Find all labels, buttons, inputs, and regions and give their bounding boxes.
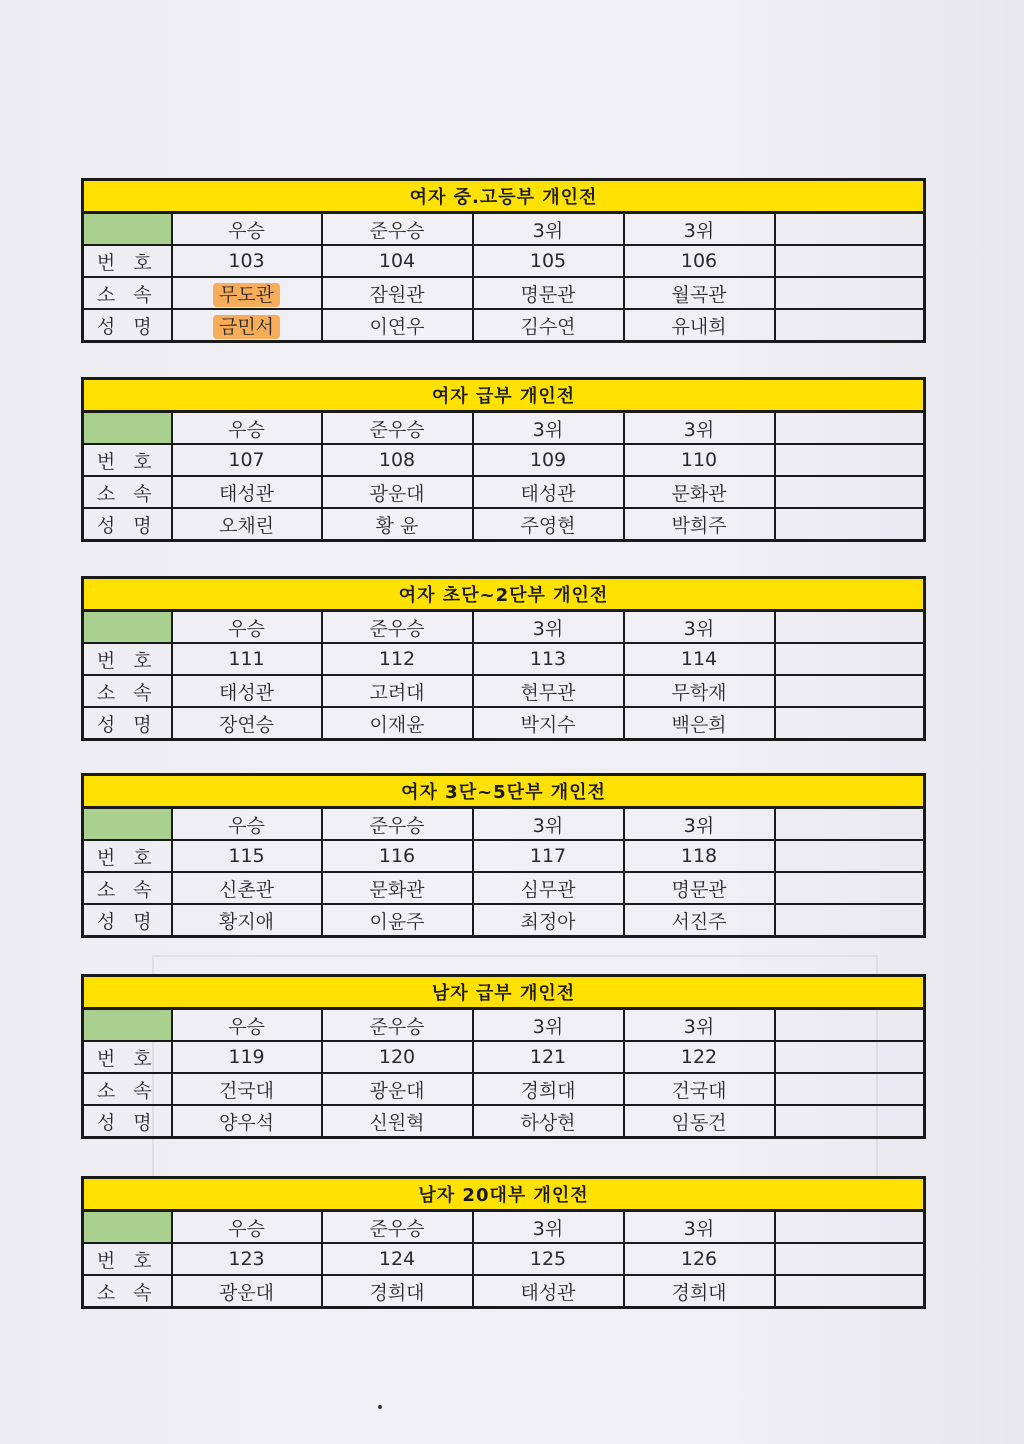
division-title: 남자 20대부 개인전 — [83, 1178, 925, 1211]
rank-header: 우승 — [172, 213, 322, 246]
corner-cell — [83, 412, 172, 445]
number-cell: 110 — [624, 444, 775, 476]
number-cell: 113 — [473, 643, 624, 675]
number-row — [83, 245, 925, 277]
affiliation-cell: 현무관 — [473, 675, 624, 707]
name-cell: 임동건 — [624, 1105, 775, 1138]
rank-header: 3위 — [624, 808, 775, 841]
affiliation-cell: 심무관 — [473, 872, 624, 904]
number-row — [83, 1041, 925, 1073]
number-cell: 125 — [473, 1243, 624, 1275]
number-cell: 122 — [624, 1041, 775, 1073]
empty-cell — [775, 277, 925, 309]
rank-header: 3위 — [624, 1211, 775, 1244]
row-label: 성 명 — [83, 309, 172, 342]
name-cell: 최정아 — [473, 904, 624, 937]
empty-cell — [775, 643, 925, 675]
affiliation-cell: 월곡관 — [624, 277, 775, 309]
division-table — [81, 576, 926, 741]
number-cell: 124 — [322, 1243, 473, 1275]
row-label: 번 호 — [83, 1243, 172, 1275]
row-label: 소 속 — [83, 476, 172, 508]
name-cell: 이재윤 — [322, 707, 473, 740]
number-cell: 118 — [624, 840, 775, 872]
rank-header: 준우승 — [322, 412, 473, 445]
number-cell: 119 — [172, 1041, 322, 1073]
row-label: 소 속 — [83, 277, 172, 309]
affiliation-row — [83, 675, 925, 707]
name-cell: 주영현 — [473, 508, 624, 541]
rank-header-row — [83, 1009, 925, 1042]
name-cell: 황지애 — [172, 904, 322, 937]
division-table — [81, 773, 926, 938]
affiliation-cell: 잠원관 — [322, 277, 473, 309]
row-label: 소 속 — [83, 872, 172, 904]
paper-speck — [378, 1405, 382, 1409]
name-cell: 장연승 — [172, 707, 322, 740]
name-cell: 유내희 — [624, 309, 775, 342]
number-row — [83, 643, 925, 675]
affiliation-cell: 경희대 — [624, 1275, 775, 1308]
affiliation-cell: 경희대 — [473, 1073, 624, 1105]
number-cell: 104 — [322, 245, 473, 277]
rank-header: 우승 — [172, 1009, 322, 1042]
affiliation-row — [83, 1073, 925, 1105]
corner-cell — [83, 1211, 172, 1244]
number-cell: 107 — [172, 444, 322, 476]
empty-cell — [775, 508, 925, 541]
affiliation-cell: 광운대 — [172, 1275, 322, 1308]
name-cell: 이연우 — [322, 309, 473, 342]
affiliation-row — [83, 277, 925, 309]
name-row — [83, 707, 925, 740]
number-cell: 106 — [624, 245, 775, 277]
row-label: 성 명 — [83, 1105, 172, 1138]
empty-cell — [775, 872, 925, 904]
affiliation-cell: 명문관 — [473, 277, 624, 309]
empty-cell — [775, 675, 925, 707]
row-label: 성 명 — [83, 508, 172, 541]
rank-header: 3위 — [624, 213, 775, 246]
row-label: 번 호 — [83, 1041, 172, 1073]
number-cell: 105 — [473, 245, 624, 277]
empty-cell — [775, 444, 925, 476]
row-label: 소 속 — [83, 675, 172, 707]
corner-cell — [83, 1009, 172, 1042]
row-label: 번 호 — [83, 444, 172, 476]
number-cell: 121 — [473, 1041, 624, 1073]
affiliation-row — [83, 872, 925, 904]
empty-cell — [775, 1211, 925, 1244]
division-title: 남자 급부 개인전 — [83, 976, 925, 1009]
title-row — [83, 578, 925, 611]
rank-header-row — [83, 808, 925, 841]
number-cell: 109 — [473, 444, 624, 476]
number-cell: 115 — [172, 840, 322, 872]
division-title: 여자 중.고등부 개인전 — [83, 180, 925, 213]
number-cell: 116 — [322, 840, 473, 872]
title-row — [83, 1178, 925, 1211]
affiliation-row — [83, 1275, 925, 1308]
empty-cell — [775, 611, 925, 644]
rank-header: 3위 — [473, 412, 624, 445]
division-table — [81, 974, 926, 1139]
number-row — [83, 444, 925, 476]
affiliation-row — [83, 476, 925, 508]
empty-cell — [775, 1243, 925, 1275]
rank-header: 준우승 — [322, 611, 473, 644]
rank-header: 3위 — [473, 1211, 624, 1244]
rank-header: 우승 — [172, 1211, 322, 1244]
name-cell: 박희주 — [624, 508, 775, 541]
rank-header: 3위 — [624, 1009, 775, 1042]
division-title: 여자 3단~5단부 개인전 — [83, 775, 925, 808]
row-label: 번 호 — [83, 245, 172, 277]
rank-header-row — [83, 611, 925, 644]
name-cell: 하상현 — [473, 1105, 624, 1138]
rank-header-row — [83, 213, 925, 246]
number-row — [83, 1243, 925, 1275]
division-table — [81, 1176, 926, 1309]
name-row — [83, 309, 925, 342]
title-row — [83, 379, 925, 412]
affiliation-cell: 건국대 — [172, 1073, 322, 1105]
number-cell: 108 — [322, 444, 473, 476]
highlighted-text: 무도관 — [213, 283, 280, 307]
empty-cell — [775, 309, 925, 342]
rank-header: 3위 — [473, 1009, 624, 1042]
name-cell: 서진주 — [624, 904, 775, 937]
corner-cell — [83, 808, 172, 841]
rank-header: 우승 — [172, 611, 322, 644]
highlighted-text: 금민서 — [213, 315, 280, 339]
row-label: 번 호 — [83, 643, 172, 675]
affiliation-cell: 무학재 — [624, 675, 775, 707]
name-cell: 오채린 — [172, 508, 322, 541]
name-cell: 신원혁 — [322, 1105, 473, 1138]
division-title: 여자 초단~2단부 개인전 — [83, 578, 925, 611]
rank-header: 3위 — [624, 611, 775, 644]
affiliation-cell — [172, 277, 322, 309]
empty-cell — [775, 412, 925, 445]
number-row — [83, 840, 925, 872]
corner-cell — [83, 213, 172, 246]
division-table — [81, 178, 926, 343]
number-cell: 114 — [624, 643, 775, 675]
affiliation-cell: 경희대 — [322, 1275, 473, 1308]
division-title: 여자 급부 개인전 — [83, 379, 925, 412]
rank-header-row — [83, 1211, 925, 1244]
affiliation-cell: 문화관 — [322, 872, 473, 904]
division-table — [81, 377, 926, 542]
rank-header: 준우승 — [322, 1009, 473, 1042]
name-cell — [172, 309, 322, 342]
rank-header: 3위 — [473, 611, 624, 644]
name-cell: 김수연 — [473, 309, 624, 342]
rank-header: 3위 — [473, 213, 624, 246]
number-cell: 112 — [322, 643, 473, 675]
number-cell: 103 — [172, 245, 322, 277]
empty-cell — [775, 476, 925, 508]
affiliation-cell: 신촌관 — [172, 872, 322, 904]
empty-cell — [775, 1041, 925, 1073]
affiliation-cell: 태성관 — [473, 1275, 624, 1308]
name-row — [83, 508, 925, 541]
rank-header-row — [83, 412, 925, 445]
title-row — [83, 976, 925, 1009]
affiliation-cell: 광운대 — [322, 476, 473, 508]
row-label: 성 명 — [83, 904, 172, 937]
number-cell: 123 — [172, 1243, 322, 1275]
name-cell: 박지수 — [473, 707, 624, 740]
name-cell: 황 윤 — [322, 508, 473, 541]
affiliation-cell: 건국대 — [624, 1073, 775, 1105]
number-cell: 117 — [473, 840, 624, 872]
rank-header: 3위 — [624, 412, 775, 445]
empty-cell — [775, 904, 925, 937]
empty-cell — [775, 808, 925, 841]
rank-header: 3위 — [473, 808, 624, 841]
affiliation-cell: 문화관 — [624, 476, 775, 508]
row-label: 번 호 — [83, 840, 172, 872]
empty-cell — [775, 707, 925, 740]
name-row — [83, 1105, 925, 1138]
number-cell: 120 — [322, 1041, 473, 1073]
empty-cell — [775, 245, 925, 277]
affiliation-cell: 고려대 — [322, 675, 473, 707]
rank-header: 준우승 — [322, 808, 473, 841]
name-cell: 백은희 — [624, 707, 775, 740]
empty-cell — [775, 840, 925, 872]
name-cell: 양우석 — [172, 1105, 322, 1138]
name-cell: 이윤주 — [322, 904, 473, 937]
affiliation-cell: 광운대 — [322, 1073, 473, 1105]
empty-cell — [775, 1073, 925, 1105]
rank-header: 우승 — [172, 808, 322, 841]
row-label: 소 속 — [83, 1073, 172, 1105]
row-label: 성 명 — [83, 707, 172, 740]
rank-header: 우승 — [172, 412, 322, 445]
affiliation-cell: 태성관 — [172, 675, 322, 707]
row-label: 소 속 — [83, 1275, 172, 1308]
affiliation-cell: 태성관 — [172, 476, 322, 508]
rank-header: 준우승 — [322, 213, 473, 246]
name-row — [83, 904, 925, 937]
title-row — [83, 180, 925, 213]
title-row — [83, 775, 925, 808]
empty-cell — [775, 1105, 925, 1138]
corner-cell — [83, 611, 172, 644]
number-cell: 126 — [624, 1243, 775, 1275]
empty-cell — [775, 1009, 925, 1042]
rank-header: 준우승 — [322, 1211, 473, 1244]
number-cell: 111 — [172, 643, 322, 675]
empty-cell — [775, 213, 925, 246]
affiliation-cell: 태성관 — [473, 476, 624, 508]
affiliation-cell: 명문관 — [624, 872, 775, 904]
empty-cell — [775, 1275, 925, 1308]
